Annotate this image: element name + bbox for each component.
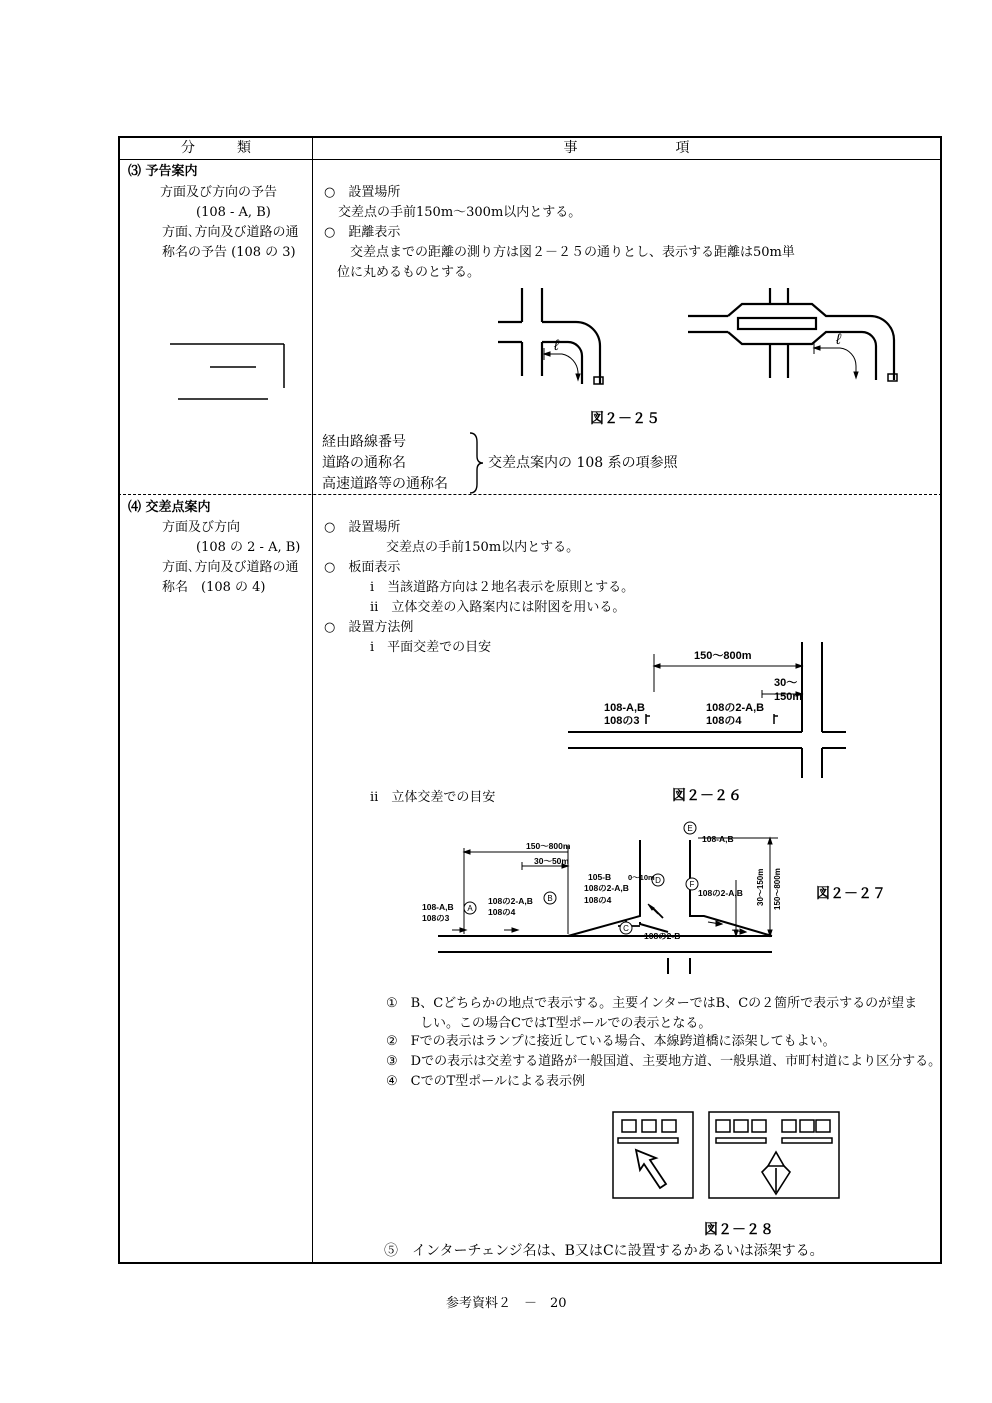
header-divider — [118, 159, 942, 160]
fig27-label: 108-A,B — [422, 902, 454, 912]
fig27-label: 108の4 — [488, 907, 516, 917]
figure-2-25 — [492, 280, 902, 398]
section4-item: ○ 設置場所 — [324, 520, 401, 535]
fig27-label: 108-A,B — [702, 834, 734, 844]
right-brace — [468, 432, 484, 494]
figure-2-28-caption: 図２－２８ — [704, 1222, 774, 1238]
fig27-label: 105-B — [588, 872, 612, 882]
fig26-distance: 150m — [774, 691, 803, 703]
figure-2-27-caption: 図２－２７ — [816, 886, 886, 902]
column-divider — [312, 136, 313, 1264]
row-divider — [118, 494, 942, 495]
section4-category-line: 方面及び方向 — [162, 520, 241, 535]
section3-category-line: 方面､方向及び道路の通 — [162, 225, 299, 240]
section3-title: ⑶ 予告案内 — [128, 164, 198, 179]
note-item: ③ Dでの表示は交差する道路が一般国道、主要地方道、一般県道、市町村道により区分する。 — [386, 1054, 942, 1069]
brace-item: 高速道路等の通称名 — [322, 476, 448, 492]
fig27-label: 0～10m — [628, 873, 655, 882]
point-A-label: A — [467, 904, 473, 913]
point-C-label: C — [623, 924, 629, 933]
fig27-label: 108の2-A,B — [698, 888, 743, 898]
fig26-distance: 30～ — [774, 677, 798, 689]
section4-category-line: 方面､方向及び道路の通 — [162, 560, 299, 575]
header-category: 分 類 — [181, 140, 251, 156]
section3-category-line: (108 - A, B) — [196, 205, 271, 220]
fig27-label: 108の3 — [422, 913, 450, 923]
section3-item: 交差点までの距離の測り方は図２－２５の通りとし、表示する距離は50m単 — [350, 245, 795, 260]
point-E-label: E — [687, 824, 693, 833]
section4-item: 交差点の手前150m以内とする。 — [386, 540, 580, 555]
fig26-sign-label: 108の4 — [706, 715, 742, 727]
section4-category-line: 称名 (108 の 4) — [162, 580, 266, 595]
section4-item: ⅱ 立体交差の入路案内には附図を用いる。 — [370, 600, 626, 615]
note-item: ⑤ インターチェンジ名は、B又はCに設置するかあるいは添架する。 — [384, 1243, 824, 1259]
note-item: しい。この場合CではT型ポールでの表示となる。 — [420, 1016, 712, 1031]
fig27-label: 108の4 — [584, 895, 612, 905]
section3-category-line: 称名の予告 (108 の 3) — [162, 245, 296, 260]
note-item: ① B、Cどちらかの地点で表示する。主要インターではB、Cの２箇所で表示するのが望ま — [386, 996, 918, 1011]
fig26-sign-label: 108-A,B — [604, 702, 645, 714]
section4-title: ⑷ 交差点案内 — [128, 500, 211, 515]
page-footer: 参考資料２ － 20 — [446, 1296, 567, 1311]
fig27-label: 108の2-A,B — [584, 883, 629, 893]
figure-2-26 — [566, 638, 846, 784]
fig26-sign-label: 108の3 — [604, 715, 640, 727]
section3-item: ○ 設置場所 — [324, 185, 401, 200]
sign-sketch — [168, 340, 292, 406]
note-item: ④ CでのT型ポールによる表示例 — [386, 1074, 586, 1089]
fig27-label: 30～50m — [534, 856, 569, 866]
section4-category-line: (108 の 2 - A, B) — [196, 540, 301, 555]
fig26-sign-label: 108の2-A,B — [706, 702, 765, 714]
figure-2-25-ell-label: ℓ — [554, 337, 559, 354]
brace-item: 道路の通称名 — [322, 455, 406, 471]
fig27-label: 150～800m — [526, 841, 571, 851]
figure-2-27 — [418, 818, 798, 976]
fig27-label: 108の2-B — [644, 931, 681, 941]
figure-2-28 — [612, 1110, 842, 1202]
figure-2-26-caption: 図２－２６ — [672, 788, 742, 804]
brace-reference: 交差点案内の 108 系の項参照 — [488, 455, 678, 471]
section3-category-line: 方面及び方向の予告 — [160, 185, 278, 200]
point-F-label: F — [689, 880, 695, 889]
section4-item: ⅰ 当該道路方向は２地名表示を原則とする。 — [370, 580, 635, 595]
section3-item: 交差点の手前150m～300m以内とする。 — [338, 205, 582, 220]
figure-2-25-ell-label: ℓ — [836, 331, 841, 348]
section4-item: ○ 板面表示 — [324, 560, 401, 575]
fig26-distance: 150～800m — [694, 650, 752, 662]
brace-item: 経由路線番号 — [322, 434, 406, 450]
section4-item: ⅱ 立体交差での目安 — [370, 790, 496, 805]
note-item: ② Fでの表示はランプに接近している場合、本線跨道橋に添架してもよい。 — [386, 1034, 836, 1049]
section4-item: ⅰ 平面交差での目安 — [370, 640, 492, 655]
fig27-label: 108の2-A,B — [488, 896, 533, 906]
point-D-label: D — [655, 876, 661, 885]
fig27-label: 30～150m — [756, 868, 765, 906]
section3-item: ○ 距離表示 — [324, 225, 401, 240]
section3-item: 位に丸めるものとする。 — [337, 265, 481, 280]
fig27-label: 150～800m — [773, 868, 782, 910]
header-items: 事 項 — [563, 140, 690, 156]
section4-item: ○ 設置方法例 — [324, 620, 414, 635]
figure-2-25-caption: 図２－２５ — [590, 411, 660, 427]
point-B-label: B — [547, 894, 553, 903]
